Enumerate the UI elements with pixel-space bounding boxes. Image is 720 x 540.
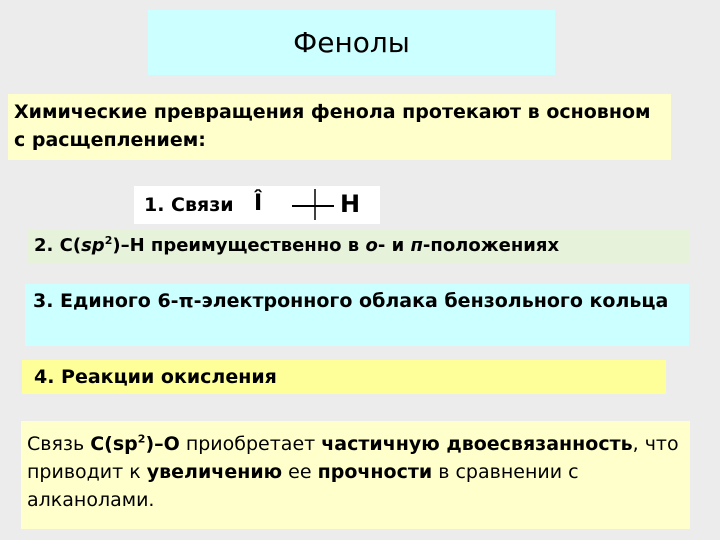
atom-h-symbol: Н bbox=[340, 190, 361, 218]
item-2-sp-sup: 2 bbox=[104, 234, 113, 247]
item-2-ortho: о bbox=[365, 235, 378, 256]
item-2-box bbox=[28, 229, 689, 263]
page-title: Фенолы bbox=[293, 26, 410, 59]
item-3-text-a: 3. Единого 6- bbox=[33, 290, 179, 312]
summary-t9: прочности bbox=[317, 461, 433, 483]
item-1-box bbox=[134, 186, 380, 224]
summary-t7: увеличению bbox=[146, 461, 283, 483]
item-4-text: 4. Реакции окисления bbox=[34, 366, 277, 388]
item-2-bond: )–Н bbox=[112, 235, 145, 256]
title-box bbox=[148, 10, 555, 75]
item-2-suffix: -положениях bbox=[422, 235, 560, 256]
summary-t6: , что приводит к bbox=[27, 433, 679, 483]
item-3-box bbox=[25, 284, 689, 346]
summary-t3: )–О bbox=[145, 433, 180, 455]
intro-text: Химические превращения фенола протекают в основном с расщеплением: bbox=[14, 101, 651, 151]
summary-t5: частичную двоесвязанность bbox=[321, 433, 633, 455]
intro-box bbox=[8, 94, 671, 160]
item-2-prefix: 2. С( bbox=[34, 235, 82, 256]
summary-t8: ее bbox=[282, 461, 318, 483]
summary-t1: Связь bbox=[27, 433, 91, 455]
summary-sup: 2 bbox=[137, 432, 146, 446]
item-2-middle: преимущественно в bbox=[144, 235, 366, 256]
item-1-label: 1. Связи bbox=[144, 194, 234, 216]
pi-symbol: π bbox=[178, 290, 194, 312]
summary-box bbox=[21, 421, 690, 529]
summary-t4: приобретает bbox=[179, 433, 322, 455]
item-3-text-b: -электронного облака бензольного кольца bbox=[193, 290, 669, 312]
atom-o-symbol: Î bbox=[254, 191, 263, 216]
summary-t10: в сравнении с алканолами. bbox=[27, 461, 579, 511]
item-2-sp: sp bbox=[81, 235, 105, 256]
summary-t2: С(sp bbox=[90, 433, 138, 455]
item-2-and: - и bbox=[377, 235, 411, 256]
item-2-para: п bbox=[410, 235, 423, 256]
item-4-box bbox=[22, 360, 666, 394]
